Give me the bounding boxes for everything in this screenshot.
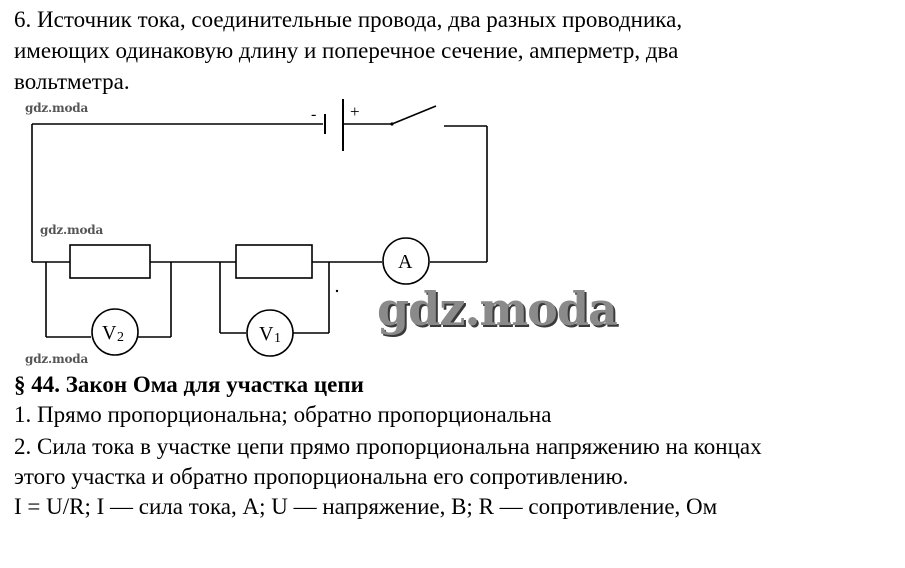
section44-item2-line1: 2. Сила тока в участке цепи прямо пропорциональна напряжению на концах [14, 434, 762, 459]
voltmeter2-subscript: 2 [117, 330, 124, 345]
section44-formula: I = U/R; I — сила тока, А; U — напряжение, В; R — сопротивление, Ом [14, 494, 718, 519]
switch-lever [392, 106, 436, 124]
voltmeter1-label: V [259, 323, 274, 345]
task6-line2: имеющих одинаковую длину и поперечное сечение, амперметр, два [14, 38, 679, 63]
voltmeter1-subscript: 1 [274, 331, 281, 346]
watermark-small-top: gdz.moda [25, 101, 89, 115]
battery-minus-sign: - [311, 106, 317, 123]
battery-plus-sign: + [350, 102, 360, 121]
watermark-small-mid: gdz.moda [40, 223, 104, 237]
ammeter-label: A [398, 251, 413, 273]
voltmeter2-label: V [102, 322, 117, 344]
resistor-2 [236, 245, 312, 278]
switch-contact-dot [390, 122, 393, 125]
watermark-small-bottom: gdz.moda [25, 352, 89, 366]
section44-item2-line2: этого участка и обратно пропорциональна его сопротивлению. [14, 464, 629, 489]
task6-line1: 6. Источник тока, соединительные провода, два разных проводника, [14, 7, 683, 32]
stray-dot [336, 290, 338, 292]
task6-line3: вольтметра. [14, 69, 130, 94]
section44-title: § 44. Закон Ома для участка цепи [14, 372, 364, 397]
resistor-1 [70, 245, 150, 278]
section44-item1: 1. Прямо пропорциональна; обратно пропорциональна [14, 402, 552, 427]
watermark-logo: gdz.moda [377, 282, 617, 336]
